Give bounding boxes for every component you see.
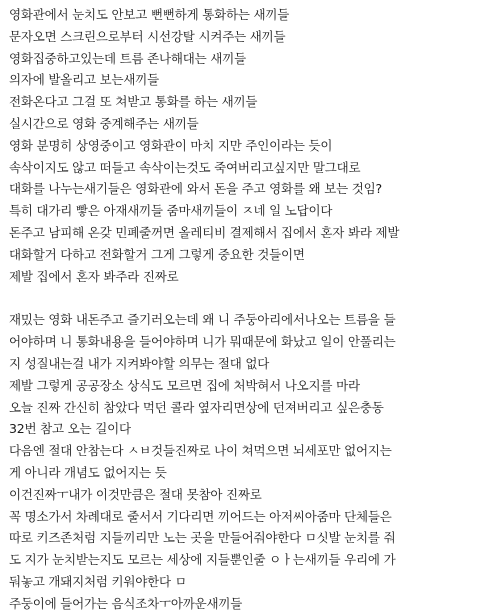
- text-line: 영화관에서 눈치도 안보고 뻔뻔하게 통화하는 새끼들: [9, 7, 290, 22]
- paragraph-2: [9, 309, 475, 614]
- text-line: 제발 그렇게 공공장소 상식도 모르면 집에 처박혀서 나오지를 마라: [9, 377, 360, 393]
- text-line: 다음엔 절대 안참는다 ㅅㅂ것들진짜로 나이 쳐먹으면 뇌세포만 없어지는: [9, 443, 392, 459]
- text-line: 의자에 발올리고 보는새끼들: [9, 72, 160, 88]
- paragraph-1: [9, 4, 475, 287]
- text-line: 따로 키즈존처럼 지들끼리만 노는 곳을 만들어줘야한다 ㅁ싯발 눈치를 줘: [9, 530, 396, 546]
- text-line: 32번 참고 오는 길이다: [9, 421, 131, 437]
- text-line: 문자오면 스크린으로부터 시선강탈 시켜주는 새끼들: [9, 28, 286, 44]
- text-line: 돈주고 남피해 온갖 민폐줄꺼면 올레티비 결제해서 집에서 혼자 봐라 제발: [9, 224, 400, 240]
- text-line: 전화온다고 그걸 또 쳐받고 통화를 하는 새끼들: [9, 94, 258, 110]
- text-line: 실시간으로 영화 중계해주는 새끼들: [9, 115, 199, 131]
- text-line: 오늘 진짜 간신히 참았다 먹던 콜라 옆자리면상에 던져버리고 싶은충동: [9, 399, 384, 415]
- text-line: 제발 집에서 혼자 봐주라 진짜로: [9, 268, 179, 284]
- text-line: 대화를 나누는새기들은 영화관에 와서 돈을 주고 영화를 왜 보는 것임?: [9, 181, 382, 197]
- text-line: 대화할거 다하고 전화할거 그게 그렇게 중요한 것들이면: [9, 246, 305, 262]
- text-line: 게 아니라 개념도 없어지는 듯: [9, 464, 167, 480]
- text-line: 둬놓고 개돼지처럼 키워야한다 ㅁ: [9, 573, 187, 589]
- text-line: 영화 분명히 상영중이고 영화관이 마치 지만 주인이라는 듯이: [9, 137, 333, 153]
- text-line: 이건진짜ㅜ내가 이것만큼은 절대 못참아 진짜로: [9, 486, 262, 502]
- text-line: 속삭이지도 않고 떠들고 속삭이는것도 죽여버리고싶지만 말그대로: [9, 159, 361, 175]
- text-line: 재밌는 영화 내돈주고 즐기러오는데 왜 니 주둥아리에서나오는 트름을 들: [9, 312, 396, 328]
- text-line: 영화집중하고있는데 트름 존나해대는 새끼들: [9, 50, 246, 66]
- text-line: 도 지가 눈치받는지도 모르는 세상에 지들뿐인줄 ㅇㅏ는새끼들 우리에 가: [9, 552, 396, 568]
- document-body: [9, 4, 475, 615]
- text-line: 지 성질내는걸 내가 지켜봐야할 의무는 절대 없다: [9, 355, 270, 371]
- text-line: 어야하며 니 통화내용을 들어야하며 니가 뭐때문에 화났고 일이 안풀리는: [9, 334, 396, 350]
- text-line: 특히 대가리 빻은 아재새끼들 줌마새끼들이 ㅈ네 일 노답이다: [9, 203, 333, 219]
- text-line: 꼭 명소가서 차례대로 줄서서 기다리면 끼어드는 아저씨아줌마 단체들은: [9, 508, 392, 524]
- text-line: 주둥이에 들어가는 음식조차ㅜ아까운새끼들: [9, 595, 243, 611]
